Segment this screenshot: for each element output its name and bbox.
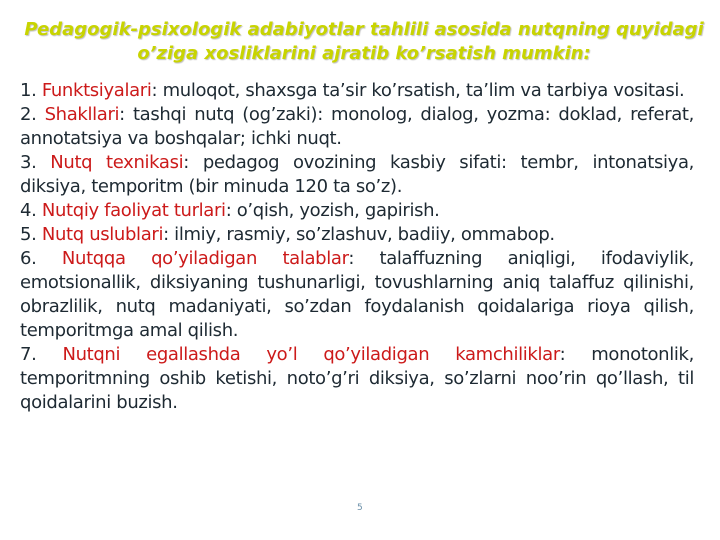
title-line-1: Pedagogik-psixologik adabiyotlar tahlili asosida nutqning quyidagi (24, 19, 704, 40)
item-number: 5. (20, 224, 42, 245)
list-item-6 (20, 247, 694, 343)
item-number: 2. (20, 104, 45, 125)
slide-title (24, 18, 704, 66)
item-keyword: Nutqqa qo’yiladigan talablar (61, 248, 349, 269)
item-text: : ilmiy, rasmiy, so’zlashuv, badiiy, ommabop. (163, 224, 555, 245)
slide-body (20, 79, 694, 415)
item-keyword: Nutqni egallashda yo’l qo’yiladigan kamchiliklar (62, 344, 560, 365)
item-number: 1. (20, 80, 42, 101)
title-line-2: o’ziga xosliklarini ajratib ko’rsatish mumkin: (137, 43, 591, 64)
item-keyword: Shakllari (44, 104, 120, 125)
item-keyword: Nutq texnikasi (50, 152, 184, 173)
item-number: 7. (20, 344, 63, 365)
item-number: 3. (20, 152, 51, 173)
item-keyword: Funktsiyalari (41, 80, 152, 101)
list-item-3 (20, 151, 694, 199)
item-text: : talaffuzning aniqligi, ifodaviylik, emotsionallik, diksiyaning tushunarligi, tovushlarning aniq talaffuz qilinishi, obrazlilik, nutq madaniyati, so’zdan foydalanish qoidalariga rioya qilish, temporitmga amal qilish. (20, 248, 694, 341)
list-item-4 (20, 199, 694, 223)
page-number: 5 (357, 503, 363, 513)
list-item-2 (20, 103, 694, 151)
list-item-5 (20, 223, 694, 247)
item-text: : monotonlik, temporitmning oshib ketishi, noto’g’ri diksiya, so’zlarni noo’rin qo’llash, til qoidalarini buzish. (20, 344, 694, 413)
item-text: : tashqi nutq (og’zaki): monolog, dialog, yozma: doklad, referat, annotatsiya va boshqalar; ichki nuqt. (20, 104, 694, 149)
item-number: 4. (20, 200, 42, 221)
list-item-1 (20, 79, 694, 103)
item-text: : muloqot, shaxsga ta’sir ko’rsatish, ta’lim va tarbiya vositasi. (151, 80, 685, 101)
item-text: : pedagog ovozining kasbiy sifati: tembr, intonatsiya, diksiya, temporitm (bir minuda 120 ta so’z). (20, 152, 694, 197)
item-keyword: Nutqiy faoliyat turlari (41, 200, 226, 221)
item-keyword: Nutq uslublari (41, 224, 164, 245)
item-text: : o’qish, yozish, gapirish. (225, 200, 440, 221)
item-number: 6. (20, 248, 62, 269)
list-item-7 (20, 343, 694, 415)
